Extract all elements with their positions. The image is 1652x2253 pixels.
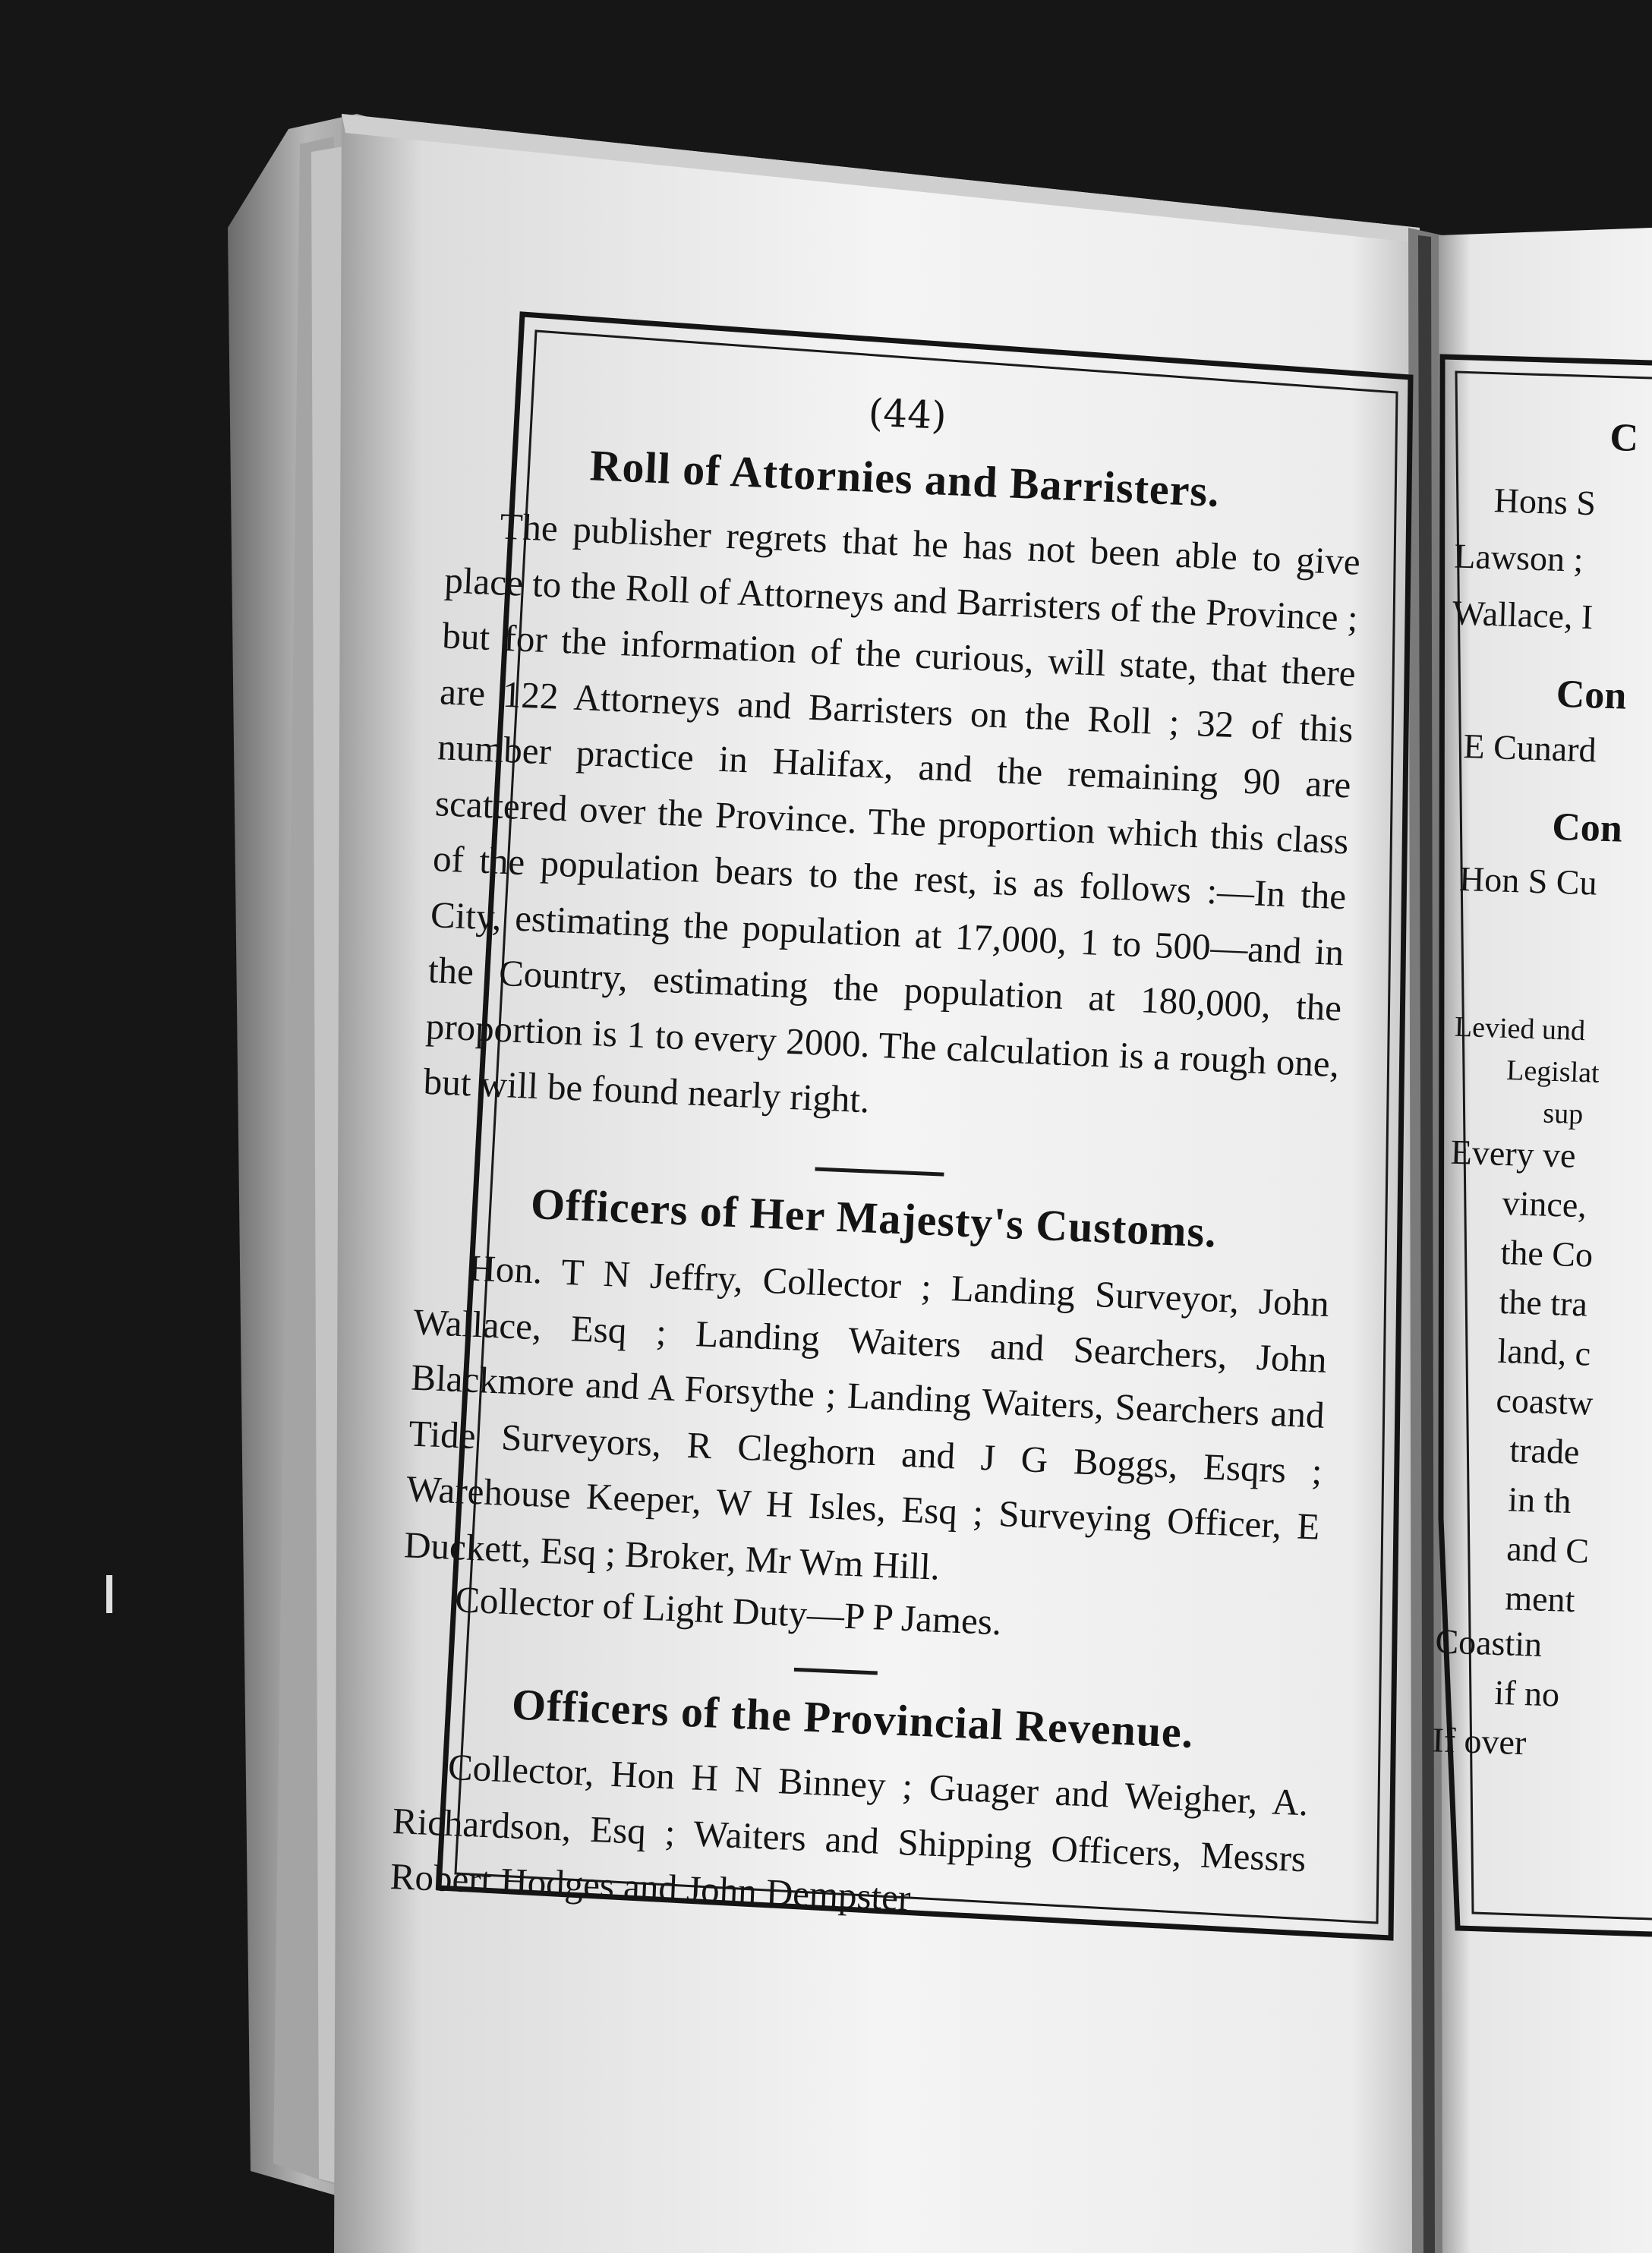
right-fragment-line: Lawson ; xyxy=(1453,536,1584,579)
right-fragment-line: ment xyxy=(1504,1578,1576,1620)
right-fragment-line: in th xyxy=(1507,1479,1572,1520)
right-fragment-line: Hons S xyxy=(1493,481,1597,523)
light-duty-line: Collector of Light Duty—P P James. xyxy=(454,1578,1003,1643)
section-body-attornies: The publisher regrets that he has not been able to give place to the Roll of Attorneys and Barristers of the Province ; but for the information of the curious, will state, that there are 122 Attorneys and Barristers on the Roll ; 32 of this number practice in Halifax, and the remaining 90 are scattered over the Province. The proportion which this class of the population bears to the rest, is as follows :—In the City, estimating the population at 17,000, 1 to 500—and in the Country, estimating the population at 180,000, the proportion is 1 to every 2000. The calculation is a rough one, but will be found nearly right. xyxy=(422,505,1361,1121)
page-number: (44) xyxy=(867,390,947,438)
right-fragment-line: land, c xyxy=(1496,1331,1592,1373)
right-fragment-line: Every ve xyxy=(1450,1132,1577,1175)
section-heading-revenue: Officers of the Provincial Revenue. xyxy=(510,1679,1195,1757)
right-fragment-line: vince, xyxy=(1501,1183,1587,1225)
section-heading-customs: Officers of Her Majesty's Customs. xyxy=(529,1178,1219,1257)
right-fragment-line: sup xyxy=(1542,1097,1584,1131)
right-fragment-line: trade xyxy=(1509,1430,1581,1472)
left-page-text xyxy=(358,319,1396,1952)
section-heading-attornies: Roll of Attornies and Barristers. xyxy=(588,440,1221,516)
right-fragment-line: if no xyxy=(1493,1672,1560,1714)
right-fragment-line: Wallace, I xyxy=(1452,593,1594,637)
right-fragment-line: and C xyxy=(1505,1529,1590,1571)
right-fragment-heading: C xyxy=(1609,415,1639,461)
section-body-customs: Hon. T N Jeffry, Collector ; Landing Surveyor, John Wallace, Esq ; Landing Waiters and Searchers, John Blackmore and A Forsythe ; Landing Waiters, Searchers and Tide Surveyors, R Cleghorn and J G Boggs, Esqrs ; Warehouse Keeper, W H Isles, Esq ; Surveying Officer, E Duckett, Esq ; Broker, Mr Wm Hill. xyxy=(403,1246,1330,1588)
right-fragment-heading: Con xyxy=(1555,672,1628,718)
section-body-revenue: Collector, Hon H N Binney ; Guager and Weigher, A. Richardson, Esq ; Waiters and Shipping Officers, Messrs Robert Hodges and John Dempster xyxy=(389,1745,1310,1919)
right-fragment-line: the Co xyxy=(1499,1232,1594,1275)
right-fragment-heading: Con xyxy=(1551,805,1623,851)
right-fragment-line: Legislat xyxy=(1505,1054,1600,1089)
right-fragment-line: the tra xyxy=(1498,1281,1588,1324)
right-fragment-line: Levied und xyxy=(1454,1010,1586,1048)
right-fragment-line: If over xyxy=(1431,1720,1527,1763)
right-fragment-line: Hon S Cu xyxy=(1458,859,1598,903)
right-fragment-line: Coastin xyxy=(1434,1621,1543,1664)
right-fragment-line: coastw xyxy=(1495,1380,1594,1423)
section-divider xyxy=(815,1167,944,1176)
section-divider xyxy=(794,1668,878,1675)
right-fragment-line: E Cunard xyxy=(1462,726,1597,770)
